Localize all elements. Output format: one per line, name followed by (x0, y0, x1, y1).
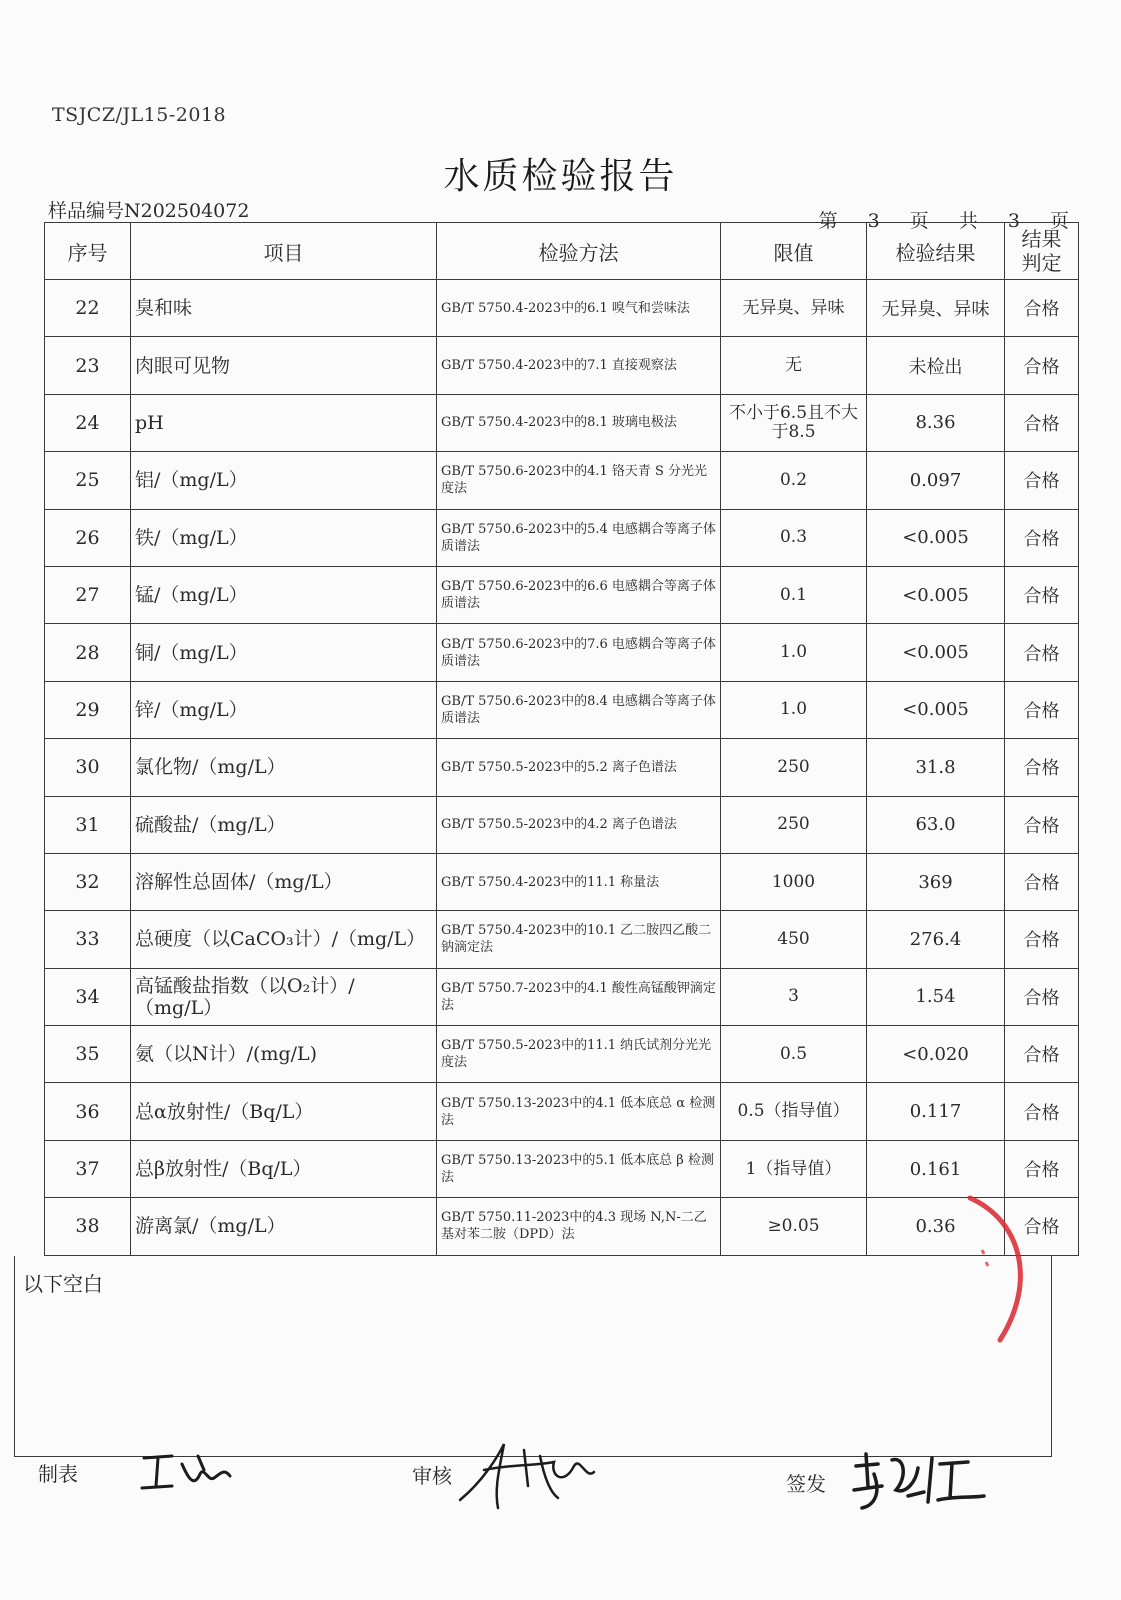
row-result: <0.020 (867, 1026, 1005, 1083)
table-row (45, 968, 1079, 1025)
page-current: 3 (867, 210, 880, 232)
row-result: 8.36 (867, 394, 1005, 451)
row-number: 29 (45, 681, 131, 738)
row-item: 铁/（mg/L） (131, 509, 437, 566)
row-result: 0.097 (867, 452, 1005, 509)
row-method: GB/T 5750.5-2023中的11.1 纳氏试剂分光光度法 (437, 1026, 721, 1083)
table-row (45, 394, 1079, 451)
row-limit: 1（指导值） (721, 1140, 867, 1197)
row-method: GB/T 5750.6-2023中的7.6 电感耦合等离子体质谱法 (437, 624, 721, 681)
table-row (45, 280, 1079, 337)
row-method: GB/T 5750.5-2023中的4.2 离子色谱法 (437, 796, 721, 853)
document-code: TSJCZ/JL15-2018 (52, 104, 227, 126)
row-item: 铜/（mg/L） (131, 624, 437, 681)
issued-by-signature (848, 1446, 988, 1516)
row-limit: 无 (721, 337, 867, 394)
row-judgement: 合格 (1005, 739, 1079, 796)
row-method: GB/T 5750.4-2023中的7.1 直接观察法 (437, 337, 721, 394)
row-item: 总α放射性/（Bq/L） (131, 1083, 437, 1140)
row-method: GB/T 5750.7-2023中的4.1 酸性高锰酸钾滴定法 (437, 968, 721, 1025)
row-method: GB/T 5750.11-2023中的4.3 现场 N,N-二乙基对苯二胺（DPD）法 (437, 1198, 721, 1255)
row-limit: 250 (721, 796, 867, 853)
row-item: 氯化物/（mg/L） (131, 739, 437, 796)
table-row (45, 452, 1079, 509)
blank-area (14, 1256, 1052, 1457)
page-label-1: 第 (818, 210, 838, 232)
row-item: 高锰酸盐指数（以O₂计）/（mg/L） (131, 968, 437, 1025)
table-row (45, 681, 1079, 738)
row-number: 36 (45, 1083, 131, 1140)
row-result: <0.005 (867, 624, 1005, 681)
row-number: 38 (45, 1198, 131, 1255)
row-number: 28 (45, 624, 131, 681)
row-limit: 0.5 (721, 1026, 867, 1083)
row-number: 26 (45, 509, 131, 566)
row-method: GB/T 5750.13-2023中的5.1 低本底总 β 检测法 (437, 1140, 721, 1197)
row-judgement: 合格 (1005, 853, 1079, 910)
row-number: 31 (45, 796, 131, 853)
row-limit: 0.2 (721, 452, 867, 509)
prepared-by-signature (138, 1448, 238, 1498)
row-limit: 0.1 (721, 566, 867, 623)
row-result: 63.0 (867, 796, 1005, 853)
row-item: pH (131, 394, 437, 451)
row-result: <0.005 (867, 681, 1005, 738)
page-label-3: 共 (958, 210, 978, 232)
row-judgement: 合格 (1005, 1026, 1079, 1083)
row-result: 1.54 (867, 968, 1005, 1025)
row-judgement: 合格 (1005, 394, 1079, 451)
row-number: 27 (45, 566, 131, 623)
row-result: 未检出 (867, 337, 1005, 394)
row-result: 无异臭、异味 (867, 280, 1005, 337)
inspection-stamp (960, 1190, 1050, 1350)
table-row (45, 853, 1079, 910)
row-limit: ≥0.05 (721, 1198, 867, 1255)
row-method: GB/T 5750.4-2023中的6.1 嗅气和尝味法 (437, 280, 721, 337)
row-limit: 0.3 (721, 509, 867, 566)
page-total: 3 (1007, 210, 1020, 232)
table-row (45, 1140, 1079, 1197)
reviewed-by-label: 审核 (412, 1464, 452, 1488)
row-item: 总β放射性/（Bq/L） (131, 1140, 437, 1197)
col-header-judge-line2: 判定 (1021, 251, 1062, 275)
row-judgement: 合格 (1005, 337, 1079, 394)
row-judgement: 合格 (1005, 1198, 1079, 1255)
row-item: 总硬度（以CaCO₃计）/（mg/L） (131, 911, 437, 968)
col-header-limit: 限值 (721, 223, 867, 280)
row-item: 氨（以N计）/(mg/L) (131, 1026, 437, 1083)
row-result: 369 (867, 853, 1005, 910)
col-header-item: 项目 (131, 223, 437, 280)
row-result: 0.161 (867, 1140, 1005, 1197)
row-result: 276.4 (867, 911, 1005, 968)
row-item: 溶解性总固体/（mg/L） (131, 853, 437, 910)
row-item: 肉眼可见物 (131, 337, 437, 394)
row-limit: 250 (721, 739, 867, 796)
row-judgement: 合格 (1005, 681, 1079, 738)
row-result: <0.005 (867, 566, 1005, 623)
row-limit: 无异臭、异味 (721, 280, 867, 337)
row-limit: 不小于6.5且不大于8.5 (721, 394, 867, 451)
row-limit: 1.0 (721, 681, 867, 738)
row-method: GB/T 5750.6-2023中的6.6 电感耦合等离子体质谱法 (437, 566, 721, 623)
row-number: 34 (45, 968, 131, 1025)
row-result: <0.005 (867, 509, 1005, 566)
row-item: 锰/（mg/L） (131, 566, 437, 623)
row-method: GB/T 5750.4-2023中的11.1 称量法 (437, 853, 721, 910)
row-judgement: 合格 (1005, 280, 1079, 337)
row-limit: 0.5（指导值） (721, 1083, 867, 1140)
table-row (45, 624, 1079, 681)
table-row (45, 1083, 1079, 1140)
col-header-judge (1005, 223, 1079, 280)
row-result: 0.36 (867, 1198, 1005, 1255)
row-number: 22 (45, 280, 131, 337)
col-header-judge-line1: 结果 (1021, 227, 1062, 251)
page-label-4: 页 (1049, 210, 1069, 232)
table-row (45, 566, 1079, 623)
row-number: 24 (45, 394, 131, 451)
row-limit: 1.0 (721, 624, 867, 681)
row-judgement: 合格 (1005, 796, 1079, 853)
row-limit: 450 (721, 911, 867, 968)
row-method: GB/T 5750.6-2023中的4.1 铬天青 S 分光光度法 (437, 452, 721, 509)
row-item: 游离氯/（mg/L） (131, 1198, 437, 1255)
row-method: GB/T 5750.6-2023中的8.4 电感耦合等离子体质谱法 (437, 681, 721, 738)
table-row (45, 337, 1079, 394)
table-row (45, 796, 1079, 853)
row-number: 30 (45, 739, 131, 796)
row-item: 臭和味 (131, 280, 437, 337)
table-row (45, 1026, 1079, 1083)
row-judgement: 合格 (1005, 968, 1079, 1025)
row-item: 硫酸盐/（mg/L） (131, 796, 437, 853)
row-item: 铝/（mg/L） (131, 452, 437, 509)
table-row (45, 911, 1079, 968)
row-judgement: 合格 (1005, 1140, 1079, 1197)
table-row (45, 509, 1079, 566)
table-row (45, 739, 1079, 796)
issued-by-label: 签发 (786, 1472, 826, 1496)
sample-number: 样品编号N202504072 (48, 200, 250, 222)
row-limit: 3 (721, 968, 867, 1025)
row-number: 37 (45, 1140, 131, 1197)
reviewed-by-signature (454, 1436, 604, 1516)
row-method: GB/T 5750.5-2023中的5.2 离子色谱法 (437, 739, 721, 796)
row-judgement: 合格 (1005, 624, 1079, 681)
page-label-2: 页 (909, 210, 929, 232)
col-header-result: 检验结果 (867, 223, 1005, 280)
table-header-row (45, 223, 1079, 280)
row-judgement: 合格 (1005, 509, 1079, 566)
prepared-by-label: 制表 (38, 1462, 78, 1486)
row-number: 32 (45, 853, 131, 910)
row-method: GB/T 5750.4-2023中的10.1 乙二胺四乙酸二钠滴定法 (437, 911, 721, 968)
row-limit: 1000 (721, 853, 867, 910)
row-method: GB/T 5750.6-2023中的5.4 电感耦合等离子体质谱法 (437, 509, 721, 566)
row-method: GB/T 5750.13-2023中的4.1 低本底总 α 检测法 (437, 1083, 721, 1140)
row-number: 35 (45, 1026, 131, 1083)
table-body (45, 280, 1079, 1256)
row-result: 0.117 (867, 1083, 1005, 1140)
row-result: 31.8 (867, 739, 1005, 796)
row-number: 23 (45, 337, 131, 394)
row-item: 锌/（mg/L） (131, 681, 437, 738)
results-table (44, 222, 1079, 1256)
table-row (45, 1198, 1079, 1255)
row-judgement: 合格 (1005, 452, 1079, 509)
row-number: 33 (45, 911, 131, 968)
blank-note: 以下空白 (23, 1272, 103, 1296)
row-judgement: 合格 (1005, 566, 1079, 623)
row-judgement: 合格 (1005, 911, 1079, 968)
col-header-no: 序号 (45, 223, 131, 280)
row-judgement: 合格 (1005, 1083, 1079, 1140)
col-header-method: 检验方法 (437, 223, 721, 280)
report-title: 水质检验报告 (443, 156, 678, 197)
row-number: 25 (45, 452, 131, 509)
row-method: GB/T 5750.4-2023中的8.1 玻璃电极法 (437, 394, 721, 451)
